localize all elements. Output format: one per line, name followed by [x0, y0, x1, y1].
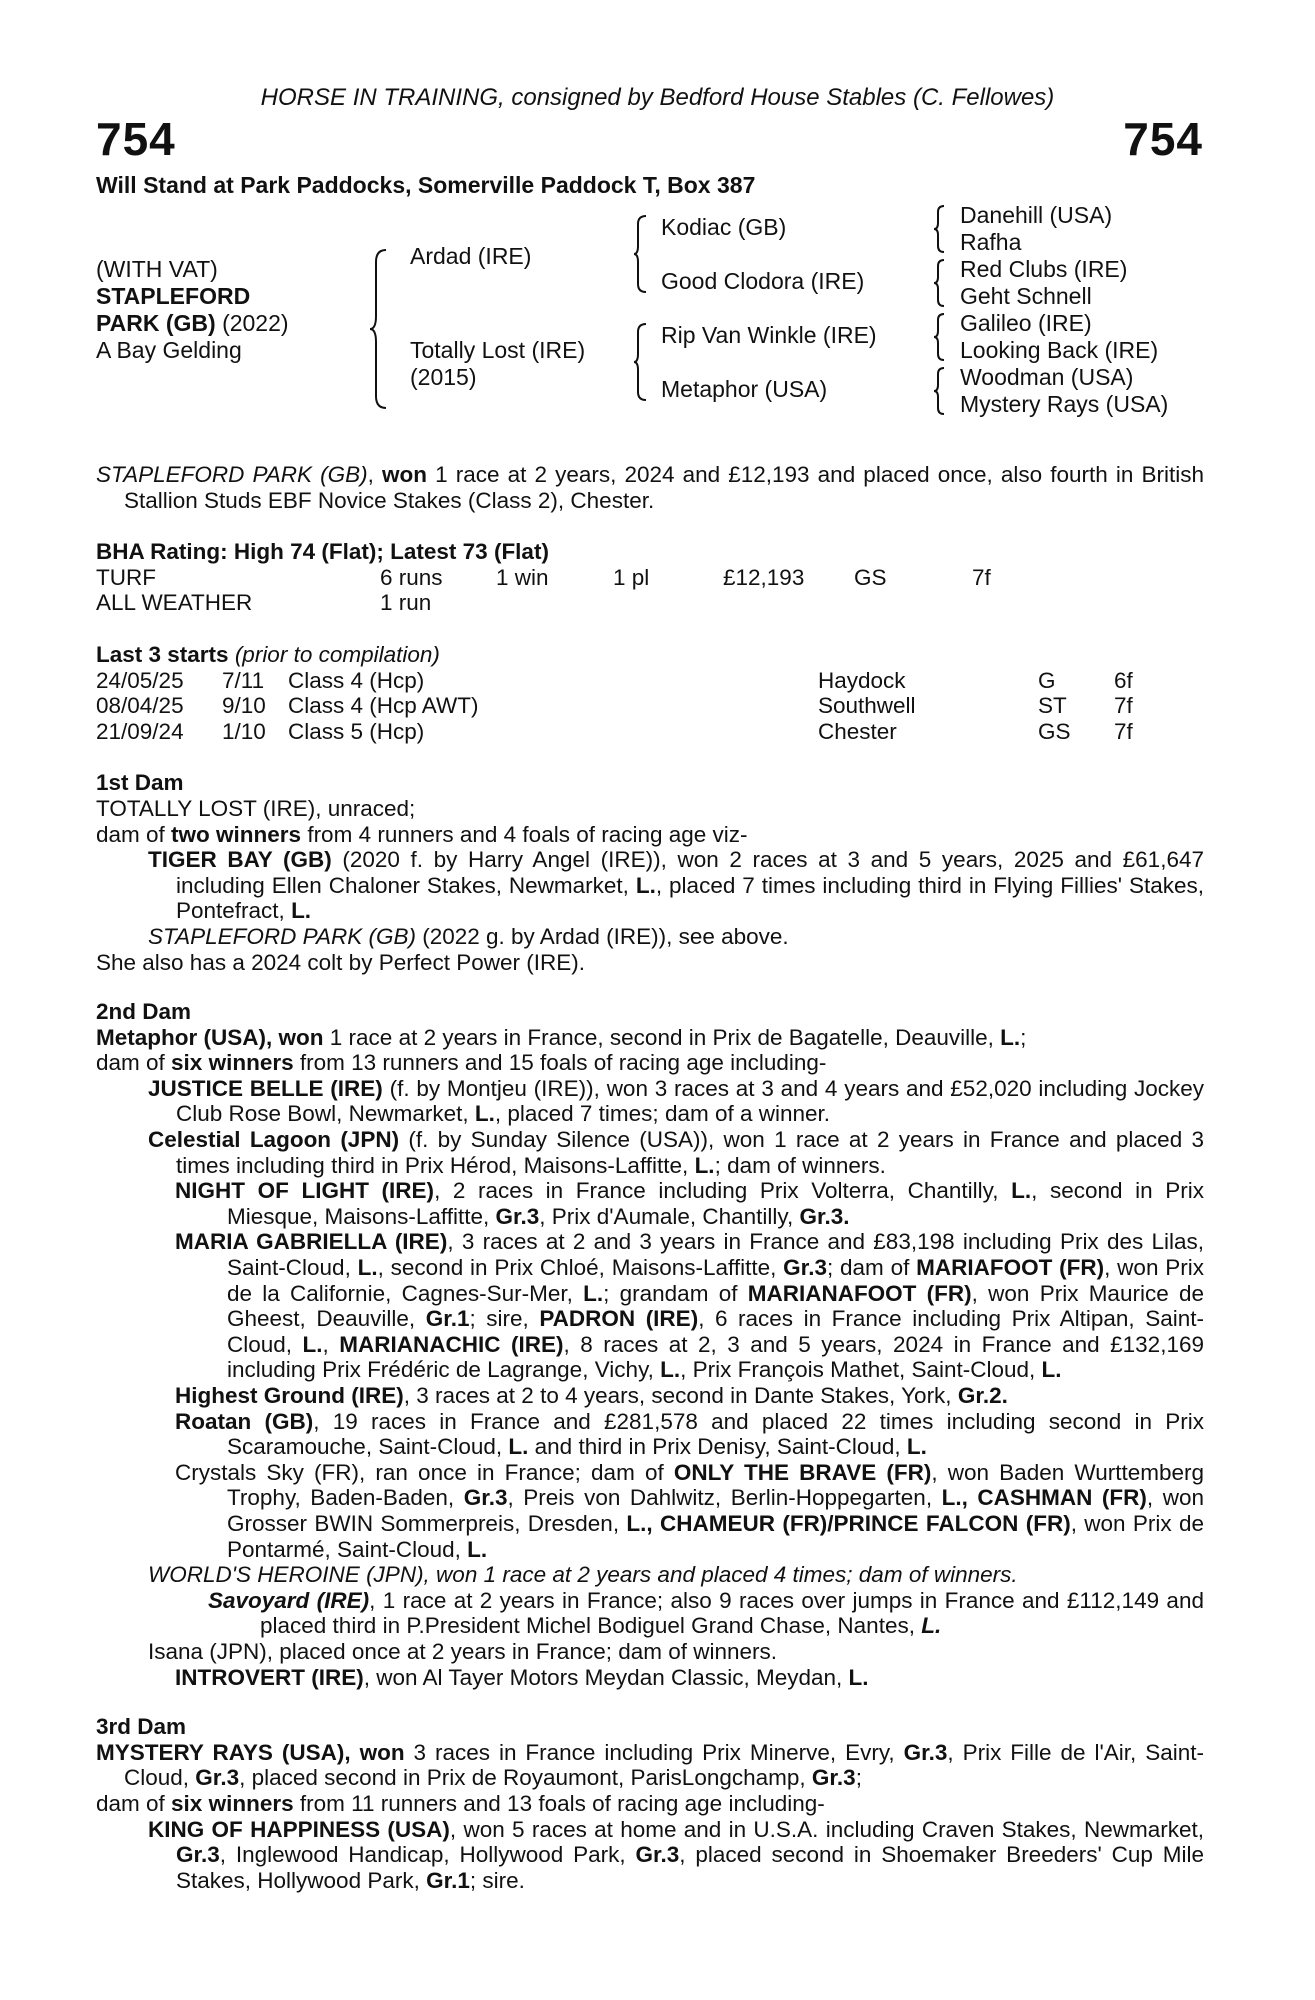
start-race: Class 4 (Hcp) — [288, 667, 425, 693]
progeny-king-of-happiness — [96, 1817, 1204, 1894]
horse-name: ONLY THE BRAVE (FR) — [673, 1459, 932, 1485]
horse-name: Celestial Lagoon (JPN) — [148, 1127, 400, 1153]
grade: Gr.3 — [903, 1739, 948, 1765]
horse-year: (2022) — [222, 310, 289, 336]
punct: ; — [1020, 1024, 1027, 1050]
lot-number-left: 754 — [96, 113, 176, 165]
txt: , won Prix de Pontarmé, Saint-Cloud, — [227, 1510, 1204, 1562]
txt: , Prix d'Aumale, Chantilly, — [539, 1203, 800, 1229]
grade: Gr.2 — [957, 1383, 1002, 1408]
lot-number-right: 754 — [1123, 113, 1203, 165]
start-distance: 6f — [1114, 667, 1133, 693]
spacer — [96, 1690, 1204, 1714]
grade: Gr.3 — [635, 1842, 680, 1868]
txt: (2022 g. by Ardad (IRE)), see above. — [415, 923, 789, 949]
grade: L. — [660, 1357, 681, 1383]
ggp-8: Mystery Rays (USA) — [960, 391, 1169, 417]
progeny-stapleford-park — [96, 924, 1204, 950]
txt: , placed second in Prix de Royaumont, ParisLongchamp, — [239, 1765, 812, 1791]
rating-wins: 1 win — [496, 564, 549, 590]
txt: dam of — [96, 1050, 172, 1076]
dam-brace — [632, 322, 650, 402]
txt: (f. by Montjeu (IRE)), won 3 races at 3 and 4 years and £52,020 including Jockey Club Rose Bowl, Newmarket, — [176, 1075, 1204, 1127]
rating-title: BHA Rating: High 74 (Flat); Latest 73 (Flat) — [96, 539, 549, 565]
horse-name: PADRON (IRE) — [539, 1306, 699, 1332]
ggp-3: Red Clubs (IRE) — [960, 256, 1128, 282]
txt: , second in Prix Chloé, Maisons-Laffitte, — [377, 1255, 784, 1281]
dam: Totally Lost (IRE) — [410, 337, 586, 363]
summary-horse-name: STAPLEFORD PARK (GB) — [96, 462, 368, 487]
start-row — [96, 719, 1204, 745]
horse-name: KING OF HAPPINESS (USA) — [148, 1816, 450, 1842]
horse-name-line2 — [96, 310, 289, 337]
progeny-highest-ground: Highest Ground (IRE), 3 races at 2 to 4 years, second in Dante Stakes, York, Gr.2. — [175, 1383, 1008, 1408]
txt: from 11 runners and 13 foals of racing age including- — [293, 1790, 825, 1816]
rating-row-turf — [96, 565, 1204, 591]
horse-name: INTROVERT (IRE) — [175, 1664, 364, 1690]
txt: ; sire, — [469, 1306, 540, 1332]
grade: L. — [941, 1485, 962, 1511]
horse-name: TIGER BAY (GB) — [148, 847, 332, 873]
grade: L. — [291, 898, 312, 924]
txt: ; sire. — [469, 1867, 525, 1893]
won: won — [359, 1739, 405, 1765]
grade: Gr.1 — [425, 1306, 470, 1332]
horse-name: MYSTERY RAYS (USA) — [96, 1739, 345, 1765]
rating-distance: 7f — [972, 564, 991, 590]
ggp-4: Geht Schnell — [960, 283, 1092, 309]
horse-name: Roatan (GB) — [175, 1408, 314, 1434]
second-dam-line2 — [96, 1050, 1204, 1076]
ggp-brace-2 — [932, 258, 948, 308]
txt: , — [322, 1331, 340, 1357]
starts-heading: Last 3 starts — [96, 641, 229, 667]
spacer — [96, 513, 1204, 539]
summary-won: won — [382, 462, 428, 487]
grade: Gr.3 — [463, 1485, 508, 1511]
txt: , won Baden Wurttemberg Trophy, Baden-Baden, — [227, 1459, 1204, 1511]
txt: ; dam of winners. — [714, 1152, 886, 1178]
winners-count: six winners — [171, 1050, 294, 1076]
grade: Gr.3 — [783, 1255, 827, 1281]
grade: L. — [467, 1536, 488, 1562]
start-distance: 7f — [1114, 718, 1133, 744]
txt: from 13 runners and 15 foals of racing age including- — [293, 1050, 827, 1076]
txt: ; grandam of — [603, 1280, 748, 1306]
second-dam-line1 — [96, 1025, 1204, 1051]
sire: Ardad (IRE) — [410, 243, 532, 269]
horse-name: NIGHT OF LIGHT (IRE) — [175, 1178, 435, 1204]
progeny-worlds-heroine: WORLD'S HEROINE (JPN), won 1 race at 2 years and placed 4 times; dam of winners. — [148, 1562, 1018, 1588]
grade: L. — [302, 1331, 323, 1357]
txt: , Prix Fille de l'Air, Saint-Cloud, — [124, 1739, 1204, 1791]
first-dam-line2 — [96, 822, 1204, 848]
stand-location: Will Stand at Park Paddocks, Somerville Paddock T, Box 387 — [96, 172, 756, 198]
second-dam-title: 2nd Dam — [96, 999, 192, 1025]
txt: (f. by Sunday Silence (USA)), won 1 race at 2 years in France and placed 3 times including third in Prix Hérod, Maisons-Laffitte, — [176, 1127, 1204, 1178]
grade: Gr.3 — [811, 1765, 856, 1791]
start-going: G — [1038, 667, 1056, 693]
winners-count: six winners — [171, 1790, 294, 1816]
punct: , — [367, 462, 374, 487]
horse-name-line1: STAPLEFORD — [96, 283, 251, 309]
txt: , 3 races at 2 to 4 years, second in Dante Stakes, York, — [403, 1383, 958, 1408]
third-dam-title: 3rd Dam — [96, 1714, 187, 1740]
progeny-tiger-bay — [96, 847, 1204, 924]
txt: dam of — [96, 1790, 172, 1816]
vat-note: (WITH VAT) — [96, 256, 218, 282]
spacer — [96, 616, 1204, 642]
ggp-7: Woodman (USA) — [960, 364, 1134, 390]
start-row — [96, 668, 1204, 694]
rating-runs: 6 runs — [380, 564, 443, 590]
txt: , Prix François Mathet, Saint-Cloud, — [680, 1357, 1042, 1383]
txt: and third in Prix Denisy, Saint-Cloud, — [528, 1434, 907, 1460]
txt: , 6 races in France including Prix Altipan, Saint-Cloud, — [227, 1306, 1204, 1357]
ggp-2: Rafha — [960, 229, 1022, 255]
ggp-1: Danehill (USA) — [960, 202, 1113, 228]
ggp-6: Looking Back (IRE) — [960, 337, 1159, 363]
start-position: 9/10 — [222, 693, 266, 719]
start-date: 08/04/25 — [96, 693, 184, 719]
horse-name: Highest Ground (IRE) — [175, 1383, 404, 1408]
txt: , won 5 races at home and in U.S.A. including Craven Stakes, Newmarket, — [449, 1816, 1204, 1842]
horse-name: JUSTICE BELLE (IRE) — [148, 1075, 383, 1101]
progeny-crystals-sky: Crystals Sky (FR), ran once in France; dam of ONLY THE BRAVE (FR), won Baden Wurttemberg Trophy, Baden-Baden, Gr.3, Preis von Dahlwitz, Berlin-Hoppegarten, L., CASHMAN (FR), won Grosser BWIN Sommerpreis, Dresden, L., CHAMEUR (FR)/PRINCE FALCON (FR), won Prix de Pontarmé, Saint-Cloud, L. — [175, 1459, 1204, 1562]
progeny-introvert — [96, 1665, 1204, 1691]
txt: , 2 races in France including Prix Volterra, Chantilly, — [434, 1178, 1012, 1204]
grade: L. — [921, 1613, 942, 1639]
first-dam-line1: TOTALLY LOST (IRE), unraced; — [96, 795, 416, 821]
dam-dam: Metaphor (USA) — [661, 376, 828, 402]
txt: 1 race at 2 years in France, second in Prix de Bagatelle, Deauville, — [323, 1024, 1001, 1050]
txt: , second in Prix Miesque, Maisons-Laffitte, — [227, 1178, 1205, 1229]
txt: from 4 runners and 4 foals of racing age viz- — [301, 821, 748, 847]
rating-surface: ALL WEATHER — [96, 590, 253, 616]
rating-surface: TURF — [96, 564, 156, 590]
txt: , Inglewood Handicap, Hollywood Park, — [219, 1842, 636, 1868]
grade: L. — [583, 1280, 604, 1306]
third-dam-line1 — [96, 1740, 1204, 1791]
sire-sire: Kodiac (GB) — [661, 214, 787, 240]
grade: L. — [508, 1434, 529, 1460]
txt: , 3 races at 2 and 3 years in France and £83,198 including Prix des Lilas, Saint-Cloud, — [227, 1229, 1204, 1281]
rating-earnings: £12,193 — [723, 564, 805, 590]
grade: L. — [848, 1664, 869, 1690]
summary-text-2: fourth in British Stallion Studs EBF Novice Stakes (Class 2), Chester. — [124, 462, 1204, 513]
horse-name: MARIA GABRIELLA (IRE) — [175, 1229, 448, 1255]
txt: , Preis von Dahlwitz, Berlin-Hoppegarten, — [507, 1485, 942, 1511]
txt: , won Prix Maurice de Gheest, Deauville, — [227, 1280, 1204, 1332]
grade: L. — [906, 1434, 927, 1460]
grade: Gr.3 — [176, 1842, 220, 1868]
start-race: Class 5 (Hcp) — [288, 718, 425, 744]
txt: , 1 race at 2 years in France; also 9 races over jumps in France and £112,149 and placed third in P.President Michel Bodiguel Grand Chase, Nantes, — [260, 1587, 1204, 1639]
main-brace — [368, 248, 390, 410]
horse-name: MARIAFOOT (FR) — [916, 1255, 1105, 1281]
grade: Gr.3 — [799, 1203, 844, 1229]
punct: ; — [855, 1765, 862, 1791]
starts-note: (prior to compilation) — [228, 641, 440, 667]
start-position: 1/10 — [222, 718, 266, 744]
rating-going: GS — [854, 564, 887, 590]
catalogue-body — [96, 462, 1204, 1893]
grade: L. — [1041, 1357, 1062, 1383]
ggp-brace-4 — [932, 366, 948, 416]
txt: (2020 f. by Harry Angel (IRE)), won 2 races at 3 and 5 years, 2025 and £61,647 including Ellen Chaloner Stakes, Newmarket, — [176, 847, 1204, 898]
third-dam-line2 — [96, 1791, 1204, 1817]
punct: , — [344, 1739, 351, 1765]
start-going: GS — [1038, 718, 1071, 744]
grade: L. — [1011, 1178, 1032, 1204]
txt: , 19 races in France and £281,578 and placed 22 times including second in Prix Scaramouche, Saint-Cloud, — [227, 1408, 1204, 1460]
start-position: 7/11 — [222, 667, 265, 693]
horse-description: A Bay Gelding — [96, 337, 242, 363]
start-course: Chester — [818, 718, 897, 744]
txt: , placed second in Shoemaker Breeders' Cup Mile Stakes, Hollywood Park, — [176, 1842, 1204, 1893]
start-course: Haydock — [818, 667, 906, 693]
sire-dam: Good Clodora (IRE) — [661, 268, 865, 294]
start-going: ST — [1038, 693, 1067, 719]
progeny-savoyard — [96, 1588, 1204, 1639]
grade: L. — [474, 1101, 495, 1127]
won: won — [278, 1024, 324, 1050]
first-dam-also: She also has a 2024 colt by Perfect Power (IRE). — [96, 949, 585, 975]
start-race: Class 4 (Hcp AWT) — [288, 693, 479, 719]
grade: L. — [635, 872, 656, 898]
winners-count: two winners — [171, 821, 302, 847]
progeny-maria-gabriella — [96, 1229, 1204, 1383]
grade: Gr.3 — [495, 1203, 540, 1229]
grade: L. — [626, 1510, 647, 1536]
progeny-night-of-light: NIGHT OF LIGHT (IRE), 2 races in France including Prix Volterra, Chantilly, L., second in Prix Miesque, Maisons-Laffitte, Gr.3, Prix d'Aumale, Chantilly, Gr.3. — [175, 1178, 1205, 1229]
summary-paragraph — [96, 462, 1204, 513]
txt: , won Grosser BWIN Sommerpreis, Dresden, — [227, 1485, 1204, 1536]
spacer — [96, 744, 1204, 770]
txt: 3 races in France including Prix Minerve, Evry, — [404, 1739, 904, 1765]
spacer — [96, 975, 1204, 999]
progeny-celestial-lagoon — [96, 1127, 1204, 1178]
rating-places: 1 pl — [613, 564, 650, 590]
grade: L. — [694, 1152, 715, 1178]
dam-sire: Rip Van Winkle (IRE) — [661, 322, 877, 348]
start-date: 24/05/25 — [96, 667, 184, 693]
horse-name: CASHMAN (FR) — [977, 1485, 1147, 1511]
horse-name-part2: PARK (GB) — [96, 310, 216, 336]
rating-runs: 1 run — [380, 590, 432, 616]
starts-title — [96, 642, 1204, 668]
ggp-brace-3 — [932, 312, 948, 362]
txt: , placed 7 times; dam of a winner. — [494, 1101, 831, 1127]
sire-brace — [632, 214, 650, 294]
progeny-isana: Isana (JPN), placed once at 2 years in France; dam of winners. — [148, 1638, 778, 1664]
consignment-line: HORSE IN TRAINING, consigned by Bedford House Stables (C. Fellowes) — [260, 84, 1055, 111]
start-date: 21/09/24 — [96, 718, 184, 744]
horse-name: STAPLEFORD PARK (GB) — [148, 923, 416, 949]
txt: , placed 7 times including third in Flying Fillies' Stakes, Pontefract, — [176, 872, 1204, 924]
start-course: Southwell — [818, 693, 916, 719]
txt: dam of — [96, 821, 172, 847]
first-dam-title: 1st Dam — [96, 770, 184, 796]
txt: , won Al Tayer Motors Meydan Classic, Meydan, — [363, 1664, 849, 1690]
txt: , 8 races at 2, 3 and 5 years, 2024 in France and £132,169 including Prix Frédéric de Lagrange, Vichy, — [227, 1331, 1204, 1383]
summary-text: 1 race at 2 years, 2024 and £12,193 and placed once, also — [427, 462, 1043, 487]
progeny-roatan — [96, 1409, 1204, 1460]
start-distance: 7f — [1114, 693, 1133, 719]
punct: , — [266, 1024, 273, 1050]
txt: Crystals Sky (FR), ran once in France; dam of — [175, 1459, 674, 1485]
horse-name: Savoyard (IRE) — [208, 1587, 370, 1613]
horse-name: CHAMEUR (FR)/PRINCE FALCON (FR) — [660, 1510, 1071, 1536]
rating-row-aw — [96, 590, 1204, 616]
txt: , won Prix de la Californie, Cagnes-Sur-Mer, — [227, 1255, 1205, 1306]
ggp-brace-1 — [932, 204, 948, 254]
grade: L. — [1000, 1024, 1021, 1050]
grade: Gr.1 — [426, 1867, 470, 1893]
grade: Gr.3 — [195, 1765, 240, 1791]
start-row — [96, 693, 1204, 719]
ggp-5: Galileo (IRE) — [960, 310, 1092, 336]
progeny-justice-belle — [96, 1076, 1204, 1127]
dam-year: (2015) — [410, 364, 477, 390]
horse-name: MARIANACHIC (IRE) — [339, 1331, 564, 1357]
txt: ; dam of — [826, 1255, 917, 1281]
horse-name: Metaphor (USA) — [96, 1024, 266, 1050]
horse-name: MARIANAFOOT (FR) — [747, 1280, 972, 1306]
grade: L. — [357, 1255, 378, 1281]
